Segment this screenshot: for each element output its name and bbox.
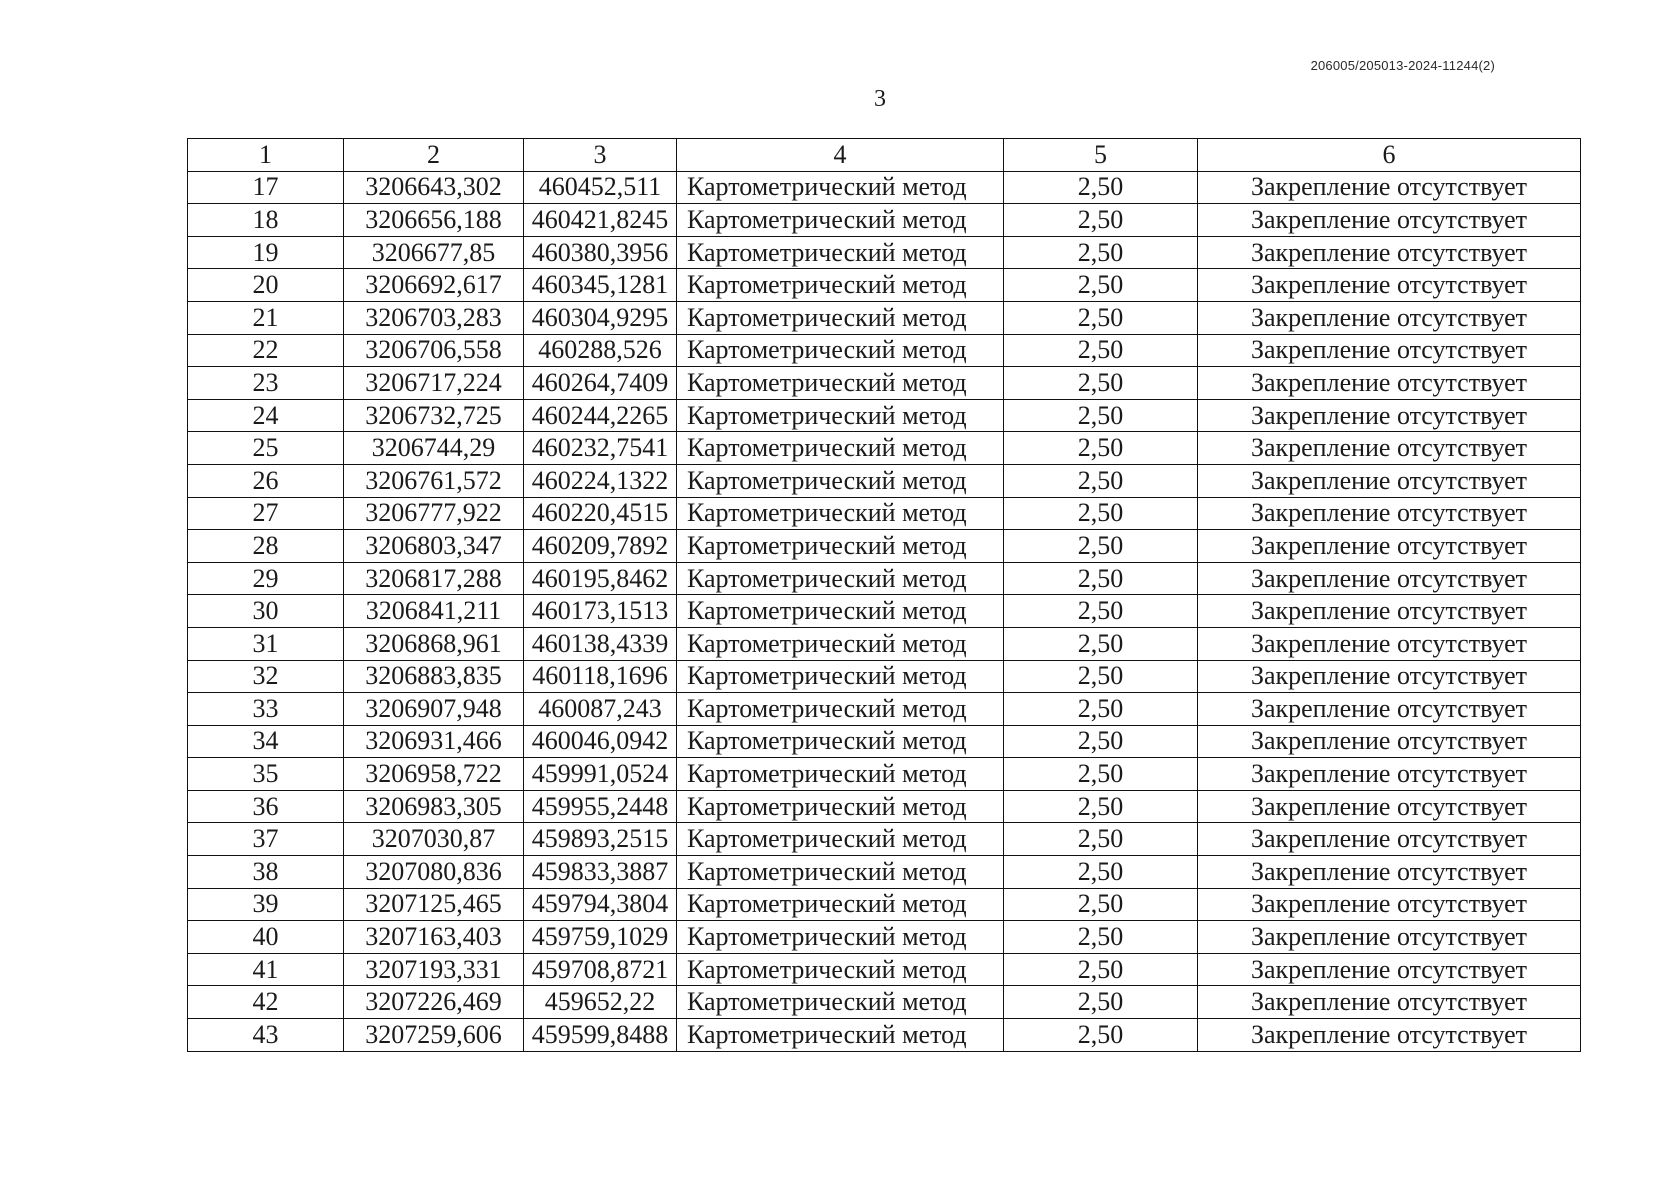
y-coordinate-cell: 460452,511 bbox=[524, 171, 677, 204]
x-coordinate-cell: 3206706,558 bbox=[344, 334, 524, 367]
x-coordinate-cell: 3207163,403 bbox=[344, 921, 524, 954]
fixing-description-cell: Закрепление отсутствует bbox=[1198, 823, 1581, 856]
accuracy-cell: 2,50 bbox=[1004, 334, 1198, 367]
fixing-description-cell: Закрепление отсутствует bbox=[1198, 464, 1581, 497]
method-cell: Картометрический метод bbox=[677, 953, 1004, 986]
method-cell: Картометрический метод bbox=[677, 562, 1004, 595]
table-header-row bbox=[188, 139, 1581, 172]
y-coordinate-cell: 459955,2448 bbox=[524, 790, 677, 823]
y-coordinate-cell: 459833,3887 bbox=[524, 856, 677, 889]
table-body bbox=[188, 171, 1581, 1051]
coordinates-table bbox=[187, 138, 1581, 1052]
accuracy-cell: 2,50 bbox=[1004, 204, 1198, 237]
fixing-description-cell: Закрепление отсутствует bbox=[1198, 530, 1581, 563]
y-coordinate-cell: 460195,8462 bbox=[524, 562, 677, 595]
table-row bbox=[188, 367, 1581, 400]
fixing-description-cell: Закрепление отсутствует bbox=[1198, 693, 1581, 726]
page-number: 3 bbox=[874, 86, 886, 112]
fixing-description-cell: Закрепление отсутствует bbox=[1198, 204, 1581, 237]
table-row bbox=[188, 497, 1581, 530]
method-cell: Картометрический метод bbox=[677, 367, 1004, 400]
table-row bbox=[188, 334, 1581, 367]
method-cell: Картометрический метод bbox=[677, 301, 1004, 334]
fixing-description-cell: Закрепление отсутствует bbox=[1198, 1019, 1581, 1052]
point-number-cell: 38 bbox=[188, 856, 344, 889]
table-row bbox=[188, 236, 1581, 269]
accuracy-cell: 2,50 bbox=[1004, 432, 1198, 465]
method-cell: Картометрический метод bbox=[677, 790, 1004, 823]
y-coordinate-cell: 459759,1029 bbox=[524, 921, 677, 954]
table-row bbox=[188, 171, 1581, 204]
table-row bbox=[188, 660, 1581, 693]
y-coordinate-cell: 460087,243 bbox=[524, 693, 677, 726]
x-coordinate-cell: 3206677,85 bbox=[344, 236, 524, 269]
y-coordinate-cell: 460046,0942 bbox=[524, 725, 677, 758]
y-coordinate-cell: 460244,2265 bbox=[524, 399, 677, 432]
fixing-description-cell: Закрепление отсутствует bbox=[1198, 301, 1581, 334]
accuracy-cell: 2,50 bbox=[1004, 1019, 1198, 1052]
y-coordinate-cell: 459893,2515 bbox=[524, 823, 677, 856]
table-row bbox=[188, 627, 1581, 660]
table-row bbox=[188, 986, 1581, 1019]
y-coordinate-cell: 460288,526 bbox=[524, 334, 677, 367]
point-number-cell: 29 bbox=[188, 562, 344, 595]
y-coordinate-cell: 459599,8488 bbox=[524, 1019, 677, 1052]
point-number-cell: 39 bbox=[188, 888, 344, 921]
x-coordinate-cell: 3206817,288 bbox=[344, 562, 524, 595]
method-cell: Картометрический метод bbox=[677, 595, 1004, 628]
point-number-cell: 40 bbox=[188, 921, 344, 954]
accuracy-cell: 2,50 bbox=[1004, 236, 1198, 269]
accuracy-cell: 2,50 bbox=[1004, 725, 1198, 758]
method-cell: Картометрический метод bbox=[677, 399, 1004, 432]
accuracy-cell: 2,50 bbox=[1004, 627, 1198, 660]
fixing-description-cell: Закрепление отсутствует bbox=[1198, 953, 1581, 986]
accuracy-cell: 2,50 bbox=[1004, 497, 1198, 530]
table-row bbox=[188, 204, 1581, 237]
table-row bbox=[188, 856, 1581, 889]
fixing-description-cell: Закрепление отсутствует bbox=[1198, 921, 1581, 954]
x-coordinate-cell: 3206907,948 bbox=[344, 693, 524, 726]
table-row bbox=[188, 562, 1581, 595]
y-coordinate-cell: 460224,1322 bbox=[524, 464, 677, 497]
accuracy-cell: 2,50 bbox=[1004, 399, 1198, 432]
x-coordinate-cell: 3206883,835 bbox=[344, 660, 524, 693]
x-coordinate-cell: 3206692,617 bbox=[344, 269, 524, 302]
fixing-description-cell: Закрепление отсутствует bbox=[1198, 432, 1581, 465]
y-coordinate-cell: 460380,3956 bbox=[524, 236, 677, 269]
method-cell: Картометрический метод bbox=[677, 986, 1004, 1019]
fixing-description-cell: Закрепление отсутствует bbox=[1198, 856, 1581, 889]
fixing-description-cell: Закрепление отсутствует bbox=[1198, 660, 1581, 693]
method-cell: Картометрический метод bbox=[677, 334, 1004, 367]
fixing-description-cell: Закрепление отсутствует bbox=[1198, 986, 1581, 1019]
y-coordinate-cell: 459708,8721 bbox=[524, 953, 677, 986]
y-coordinate-cell: 460304,9295 bbox=[524, 301, 677, 334]
x-coordinate-cell: 3207030,87 bbox=[344, 823, 524, 856]
fixing-description-cell: Закрепление отсутствует bbox=[1198, 334, 1581, 367]
table-row bbox=[188, 269, 1581, 302]
accuracy-cell: 2,50 bbox=[1004, 921, 1198, 954]
x-coordinate-cell: 3207226,469 bbox=[344, 986, 524, 1019]
column-header: 3 bbox=[524, 139, 677, 172]
x-coordinate-cell: 3207125,465 bbox=[344, 888, 524, 921]
accuracy-cell: 2,50 bbox=[1004, 367, 1198, 400]
accuracy-cell: 2,50 bbox=[1004, 758, 1198, 791]
method-cell: Картометрический метод bbox=[677, 204, 1004, 237]
method-cell: Картометрический метод bbox=[677, 1019, 1004, 1052]
point-number-cell: 21 bbox=[188, 301, 344, 334]
accuracy-cell: 2,50 bbox=[1004, 171, 1198, 204]
point-number-cell: 18 bbox=[188, 204, 344, 237]
x-coordinate-cell: 3206931,466 bbox=[344, 725, 524, 758]
accuracy-cell: 2,50 bbox=[1004, 301, 1198, 334]
point-number-cell: 25 bbox=[188, 432, 344, 465]
method-cell: Картометрический метод bbox=[677, 627, 1004, 660]
x-coordinate-cell: 3207080,836 bbox=[344, 856, 524, 889]
table-row bbox=[188, 432, 1581, 465]
table-row bbox=[188, 953, 1581, 986]
method-cell: Картометрический метод bbox=[677, 725, 1004, 758]
point-number-cell: 30 bbox=[188, 595, 344, 628]
column-header: 2 bbox=[344, 139, 524, 172]
fixing-description-cell: Закрепление отсутствует bbox=[1198, 562, 1581, 595]
x-coordinate-cell: 3206983,305 bbox=[344, 790, 524, 823]
point-number-cell: 26 bbox=[188, 464, 344, 497]
accuracy-cell: 2,50 bbox=[1004, 269, 1198, 302]
method-cell: Картометрический метод bbox=[677, 921, 1004, 954]
point-number-cell: 43 bbox=[188, 1019, 344, 1052]
point-number-cell: 31 bbox=[188, 627, 344, 660]
accuracy-cell: 2,50 bbox=[1004, 530, 1198, 563]
accuracy-cell: 2,50 bbox=[1004, 986, 1198, 1019]
method-cell: Картометрический метод bbox=[677, 693, 1004, 726]
accuracy-cell: 2,50 bbox=[1004, 953, 1198, 986]
point-number-cell: 36 bbox=[188, 790, 344, 823]
point-number-cell: 32 bbox=[188, 660, 344, 693]
fixing-description-cell: Закрепление отсутствует bbox=[1198, 399, 1581, 432]
x-coordinate-cell: 3206958,722 bbox=[344, 758, 524, 791]
method-cell: Картометрический метод bbox=[677, 464, 1004, 497]
table-row bbox=[188, 530, 1581, 563]
fixing-description-cell: Закрепление отсутствует bbox=[1198, 595, 1581, 628]
fixing-description-cell: Закрепление отсутствует bbox=[1198, 888, 1581, 921]
x-coordinate-cell: 3207193,331 bbox=[344, 953, 524, 986]
method-cell: Картометрический метод bbox=[677, 888, 1004, 921]
table-row bbox=[188, 758, 1581, 791]
x-coordinate-cell: 3206703,283 bbox=[344, 301, 524, 334]
accuracy-cell: 2,50 bbox=[1004, 660, 1198, 693]
method-cell: Картометрический метод bbox=[677, 856, 1004, 889]
point-number-cell: 42 bbox=[188, 986, 344, 1019]
column-header: 5 bbox=[1004, 139, 1198, 172]
x-coordinate-cell: 3206841,211 bbox=[344, 595, 524, 628]
point-number-cell: 23 bbox=[188, 367, 344, 400]
table-row bbox=[188, 790, 1581, 823]
fixing-description-cell: Закрепление отсутствует bbox=[1198, 627, 1581, 660]
method-cell: Картометрический метод bbox=[677, 758, 1004, 791]
table-row bbox=[188, 301, 1581, 334]
table-row bbox=[188, 399, 1581, 432]
method-cell: Картометрический метод bbox=[677, 823, 1004, 856]
fixing-description-cell: Закрепление отсутствует bbox=[1198, 790, 1581, 823]
point-number-cell: 41 bbox=[188, 953, 344, 986]
method-cell: Картометрический метод bbox=[677, 171, 1004, 204]
accuracy-cell: 2,50 bbox=[1004, 888, 1198, 921]
accuracy-cell: 2,50 bbox=[1004, 595, 1198, 628]
column-header: 1 bbox=[188, 139, 344, 172]
x-coordinate-cell: 3206656,188 bbox=[344, 204, 524, 237]
method-cell: Картометрический метод bbox=[677, 660, 1004, 693]
y-coordinate-cell: 460118,1696 bbox=[524, 660, 677, 693]
point-number-cell: 28 bbox=[188, 530, 344, 563]
y-coordinate-cell: 459991,0524 bbox=[524, 758, 677, 791]
document-number: 206005/205013-2024-11244(2) bbox=[1310, 58, 1495, 73]
accuracy-cell: 2,50 bbox=[1004, 464, 1198, 497]
column-header: 6 bbox=[1198, 139, 1581, 172]
y-coordinate-cell: 460345,1281 bbox=[524, 269, 677, 302]
table-row bbox=[188, 888, 1581, 921]
point-number-cell: 17 bbox=[188, 171, 344, 204]
method-cell: Картометрический метод bbox=[677, 236, 1004, 269]
table-row bbox=[188, 693, 1581, 726]
accuracy-cell: 2,50 bbox=[1004, 823, 1198, 856]
x-coordinate-cell: 3206717,224 bbox=[344, 367, 524, 400]
fixing-description-cell: Закрепление отсутствует bbox=[1198, 171, 1581, 204]
y-coordinate-cell: 459652,22 bbox=[524, 986, 677, 1019]
y-coordinate-cell: 460421,8245 bbox=[524, 204, 677, 237]
y-coordinate-cell: 460173,1513 bbox=[524, 595, 677, 628]
table-row bbox=[188, 595, 1581, 628]
table-row bbox=[188, 921, 1581, 954]
y-coordinate-cell: 460232,7541 bbox=[524, 432, 677, 465]
x-coordinate-cell: 3206643,302 bbox=[344, 171, 524, 204]
x-coordinate-cell: 3206868,961 bbox=[344, 627, 524, 660]
accuracy-cell: 2,50 bbox=[1004, 790, 1198, 823]
column-header: 4 bbox=[677, 139, 1004, 172]
table-row bbox=[188, 823, 1581, 856]
accuracy-cell: 2,50 bbox=[1004, 693, 1198, 726]
point-number-cell: 33 bbox=[188, 693, 344, 726]
table-row bbox=[188, 725, 1581, 758]
point-number-cell: 37 bbox=[188, 823, 344, 856]
method-cell: Картометрический метод bbox=[677, 269, 1004, 302]
point-number-cell: 35 bbox=[188, 758, 344, 791]
x-coordinate-cell: 3206732,725 bbox=[344, 399, 524, 432]
x-coordinate-cell: 3206744,29 bbox=[344, 432, 524, 465]
method-cell: Картометрический метод bbox=[677, 432, 1004, 465]
point-number-cell: 34 bbox=[188, 725, 344, 758]
x-coordinate-cell: 3206803,347 bbox=[344, 530, 524, 563]
point-number-cell: 27 bbox=[188, 497, 344, 530]
point-number-cell: 20 bbox=[188, 269, 344, 302]
accuracy-cell: 2,50 bbox=[1004, 562, 1198, 595]
y-coordinate-cell: 460264,7409 bbox=[524, 367, 677, 400]
y-coordinate-cell: 459794,3804 bbox=[524, 888, 677, 921]
point-number-cell: 24 bbox=[188, 399, 344, 432]
method-cell: Картометрический метод bbox=[677, 530, 1004, 563]
fixing-description-cell: Закрепление отсутствует bbox=[1198, 236, 1581, 269]
x-coordinate-cell: 3206777,922 bbox=[344, 497, 524, 530]
x-coordinate-cell: 3207259,606 bbox=[344, 1019, 524, 1052]
table-row bbox=[188, 464, 1581, 497]
y-coordinate-cell: 460138,4339 bbox=[524, 627, 677, 660]
fixing-description-cell: Закрепление отсутствует bbox=[1198, 367, 1581, 400]
accuracy-cell: 2,50 bbox=[1004, 856, 1198, 889]
fixing-description-cell: Закрепление отсутствует bbox=[1198, 758, 1581, 791]
fixing-description-cell: Закрепление отсутствует bbox=[1198, 497, 1581, 530]
point-number-cell: 19 bbox=[188, 236, 344, 269]
fixing-description-cell: Закрепление отсутствует bbox=[1198, 725, 1581, 758]
point-number-cell: 22 bbox=[188, 334, 344, 367]
table-row bbox=[188, 1019, 1581, 1052]
y-coordinate-cell: 460209,7892 bbox=[524, 530, 677, 563]
x-coordinate-cell: 3206761,572 bbox=[344, 464, 524, 497]
y-coordinate-cell: 460220,4515 bbox=[524, 497, 677, 530]
method-cell: Картометрический метод bbox=[677, 497, 1004, 530]
fixing-description-cell: Закрепление отсутствует bbox=[1198, 269, 1581, 302]
